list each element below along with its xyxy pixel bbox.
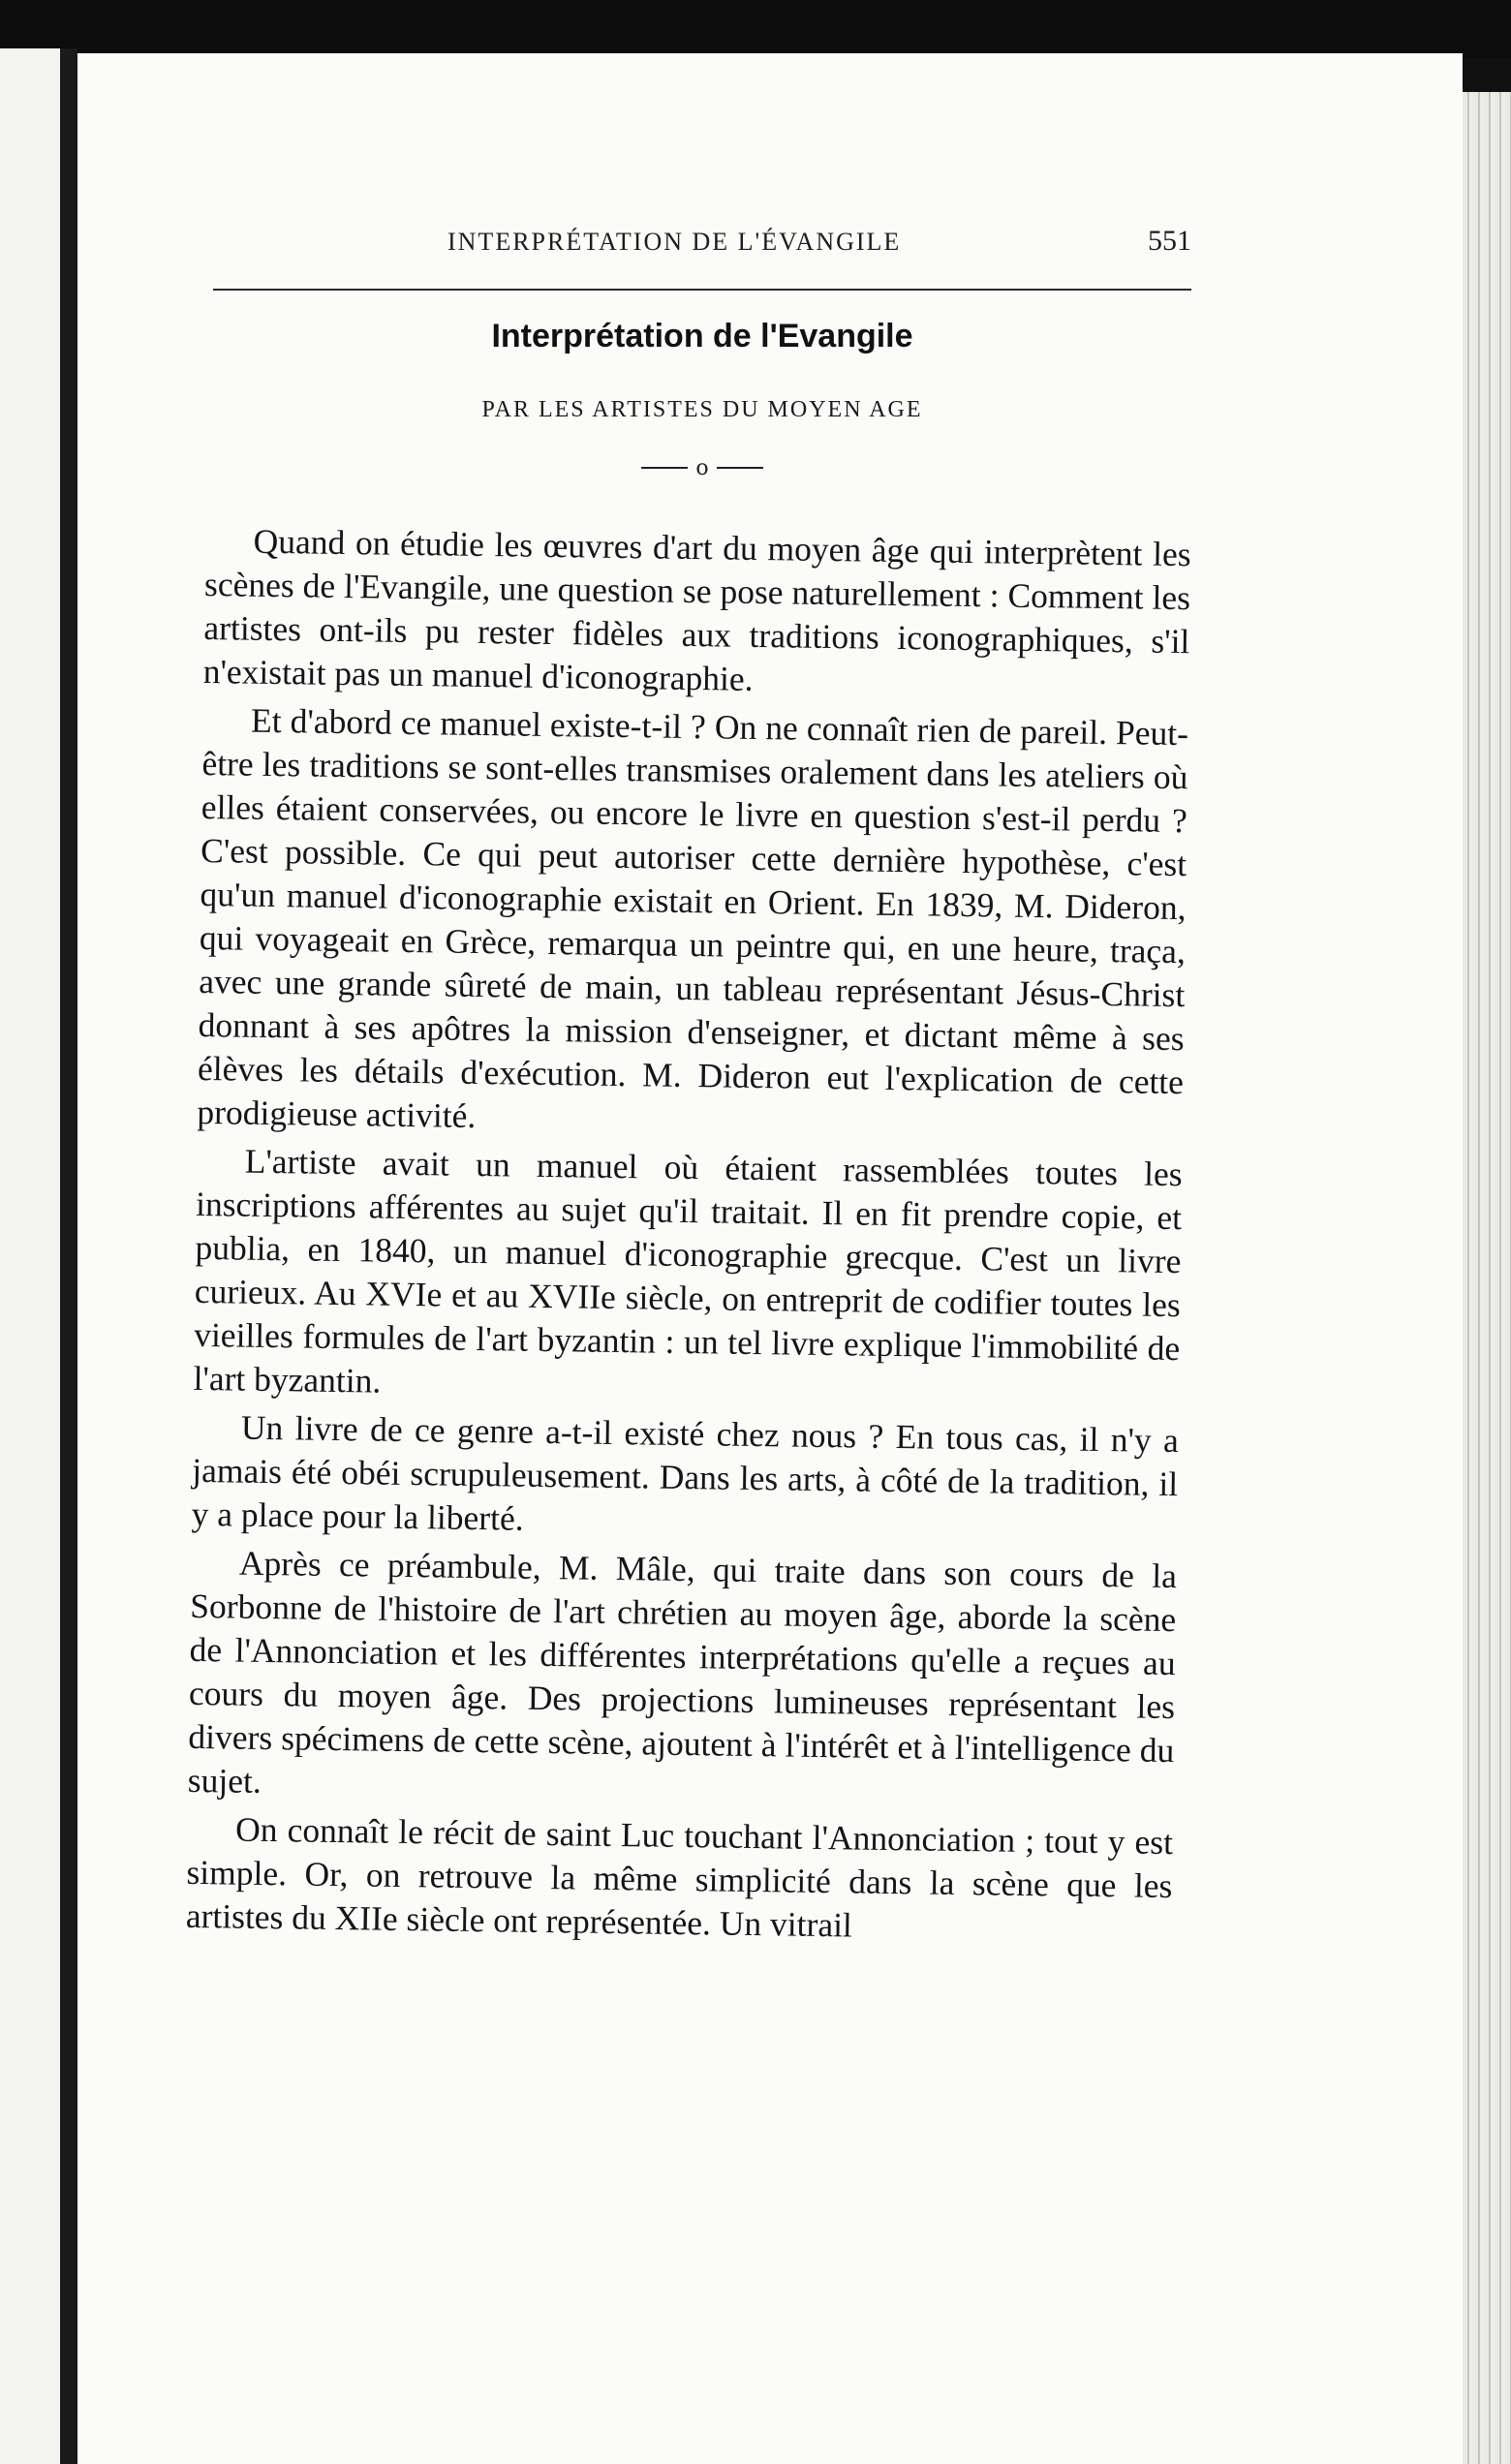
page-number: 551 [1148,225,1191,257]
paragraph-5: Après ce préambule, M. Mâle, qui traite dans son cours de la Sorbonne de l'histoire de l'art chrétien au moyen âge, aborde la scène de l'Annonciation et les différentes interprétations qu'elle a reçues au cours du moyen âge. Des projections lumineuses représentant les divers spécimens de cette scène, ajoutent à l'intérêt et à l'intelligence du sujet. [187,1543,1178,1801]
ornament-rule-left [641,467,688,469]
page-stack-edges [1463,92,1511,2464]
paragraph-6: On connaît le récit de saint Luc touchant l'Annonciation ; tout y est simple. Or, on retrouve la même simplicité dans la scène que les artistes du XIIe siècle ont représentée. Un vitrail [185,1809,1174,1945]
article-subtitle: PAR LES ARTISTES DU MOYEN AGE [481,397,923,422]
facing-page-edge [0,48,60,2464]
article-body [185,519,1190,1956]
ornament-circle: o [695,455,709,480]
running-header [213,225,1191,273]
header-rule [213,289,1191,291]
paragraph-1: Quand on étudie les œuvres d'art du moyen âge qui interprètent les scènes de l'Evangile, une question se pose naturellement : Comment les artistes ont-ils pu rester fidèles aux traditions iconographiques, s'il n'existait pas un manuel d'iconographie. [202,521,1191,698]
book-gutter [60,48,77,2464]
paragraph-4: Un livre de ce genre a-t-il existé chez nous ? En tous cas, il n'y a jamais été obéi scrupuleusement. Dans les arts, à côté de la tradition, il y a place pour la liberté. [191,1407,1180,1538]
article-title: Interprétation de l'Evangile [491,318,913,354]
scan-border-top [0,0,1511,58]
paragraph-3: L'artiste avait un manuel où étaient rassemblées toutes les inscriptions afférentes au sujet qu'il traitait. Il en fit prendre copie, et publia, en 1840, un manuel d'iconographie grecque. C'est un livre curieux. Au XVIe et au XVIIe siècle, on entreprit de codifier toutes les vieilles formules de l'art byzantin : un tel livre explique l'immobilité de l'art byzantin. [193,1141,1183,1401]
ornament-rule-right [717,467,763,469]
paragraph-2: Et d'abord ce manuel existe-t-il ? On ne connaît rien de pareil. Peut-être les traditions se sont-elles transmises oralement dans les ateliers où elles étaient conservées, ou encore le livre en question s'est-il perdu ? C'est possible. Ce qui peut autoriser cette dernière hypothèse, c'est qu'un manuel d'iconographie existait en Orient. En 1839, M. Dideron, qui voyageait en Grèce, remarqua un peintre qui, en une heure, traça, avec une grande sûreté de main, un tableau représentant Jésus-Christ donnant à ses apôtres la mission d'enseigner, et dictant même à ses élèves les détails d'exécution. M. Dideron eut l'explication de cette prodigieuse activité. [197,700,1189,1135]
section-ornament [213,455,1191,480]
running-title: INTERPRÉTATION DE L'ÉVANGILE [447,228,902,256]
